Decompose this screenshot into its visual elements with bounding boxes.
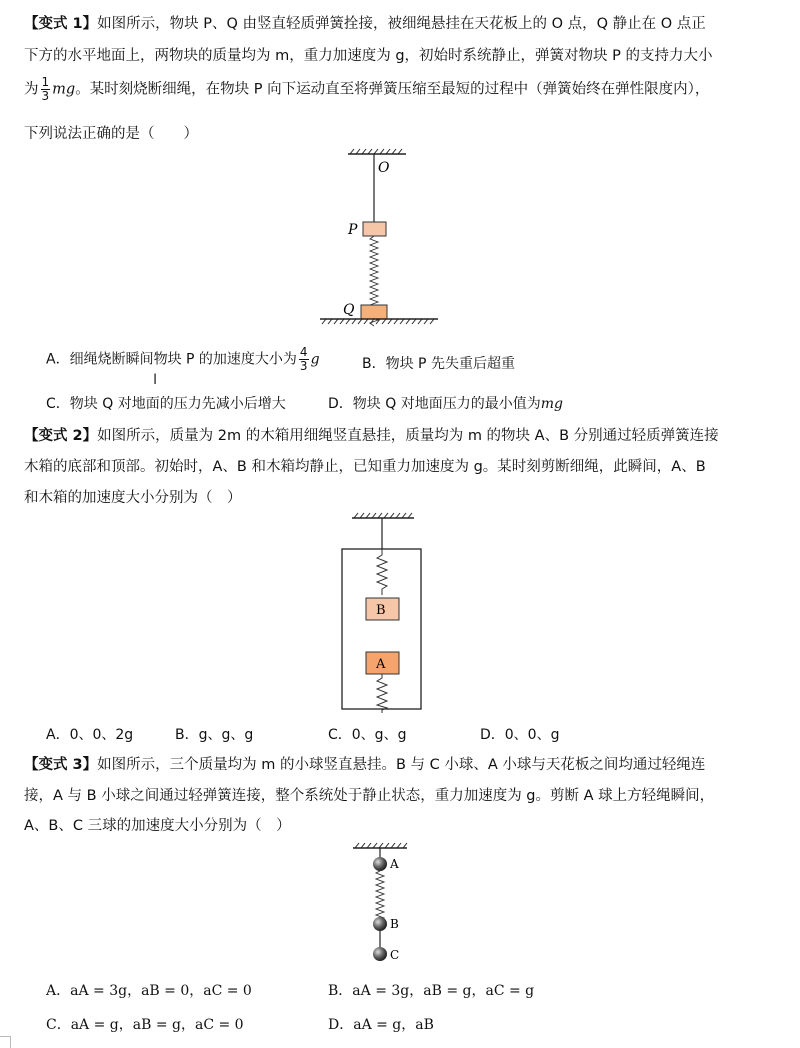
svg-text:B: B <box>390 917 399 931</box>
q2-line-2: 木箱的底部和顶部。初始时，A、B 和木箱均静止，已知重力加速度为 g。某时刻剪断细绳，此瞬间，A、B <box>24 459 706 475</box>
q2-figure-box <box>330 510 440 715</box>
svg-text:P: P <box>348 222 358 238</box>
q3-line-2: 接，A 与 B 小球之间通过轻弹簧连接，整个系统处于静止状态，重力加速度为 g。剪断 A 球上方轻绳瞬间， <box>24 788 715 804</box>
svg-text:B: B <box>376 603 386 618</box>
svg-text:A: A <box>376 657 386 672</box>
svg-text:A: A <box>390 857 399 871</box>
q1-option-d[interactable]: D．物块 Q 对地面压力的最小值为mg <box>328 396 563 412</box>
svg-text:C: C <box>390 948 400 962</box>
svg-text:O: O <box>378 160 390 176</box>
svg-text:Q: Q <box>343 302 355 318</box>
q3-line-3: A、B、C 三球的加速度大小分别为（ ） <box>24 818 291 834</box>
q3-option-b[interactable]: B．aA = 3g，aB = g，aC = g <box>328 983 535 999</box>
q3-option-a[interactable]: A．aA = 3g，aB = 0，aC = 0 <box>46 983 252 999</box>
text-cursor-icon: I <box>153 372 158 388</box>
q3-line-1: 【变式 3】如图所示，三个质量均为 m 的小球竖直悬挂。B 与 C 小球、A 小球与天花板之间均通过轻绳连 <box>24 757 706 773</box>
q3-figure-balls <box>345 842 425 967</box>
q1-tag: 【变式 1】 <box>24 16 98 32</box>
q2-tag: 【变式 2】 <box>24 428 98 444</box>
q2-option-a[interactable]: A．0、0、2g <box>46 727 134 743</box>
q2-option-d[interactable]: D．0、0、g <box>480 727 560 743</box>
q1-line-1: 【变式 1】如图所示，物块 P、Q 由竖直轻质弹簧拴接，被细绳悬挂在天花板上的 O 点，Q 静止在 O 点正 <box>24 16 706 32</box>
q1-option-a[interactable]: A．细绳烧断瞬间物块 P 的加速度大小为 $\frac{4}{3}$ g <box>46 345 320 373</box>
q1-figure-spring-pq <box>310 148 450 328</box>
q1-option-b[interactable]: B．物块 P 先失重后超重 <box>362 356 515 372</box>
q3-option-c[interactable]: C．aA = g，aB = g，aC = 0 <box>46 1017 244 1033</box>
q1-line-3: 为 $\frac{1}{3}$ mg。某时刻烧断细绳，在物块 P 向下运动直至将弹簧压缩至最短的过程中（弹簧始终在弹性限度内）， <box>24 75 710 103</box>
page-corner-mark <box>0 1036 11 1048</box>
q1-line-2: 下方的水平地面上，两物块的质量均为 m，重力加速度为 g，初始时系统静止，弹簧对物块 P 的支持力大小 <box>24 48 713 64</box>
q3-tag: 【变式 3】 <box>24 757 98 773</box>
q1-option-c[interactable]: C．物块 Q 对地面的压力先减小后增大 <box>46 396 286 412</box>
q2-line-1: 【变式 2】如图所示，质量为 2m 的木箱用细绳竖直悬挂，质量均为 m 的物块 A、B 分别通过轻质弹簧连接 <box>24 428 719 444</box>
q2-option-b[interactable]: B．g、g、g <box>175 727 254 743</box>
q3-option-d[interactable]: D．aA = g，aB <box>328 1017 434 1033</box>
q2-line-3: 和木箱的加速度大小分别为（ ） <box>24 490 242 506</box>
q1-line-4: 下列说法正确的是（ ） <box>24 126 198 142</box>
q2-option-c[interactable]: C．0、g、g <box>328 727 407 743</box>
q1-fraction: $\frac{1}{3}$ <box>41 75 50 103</box>
